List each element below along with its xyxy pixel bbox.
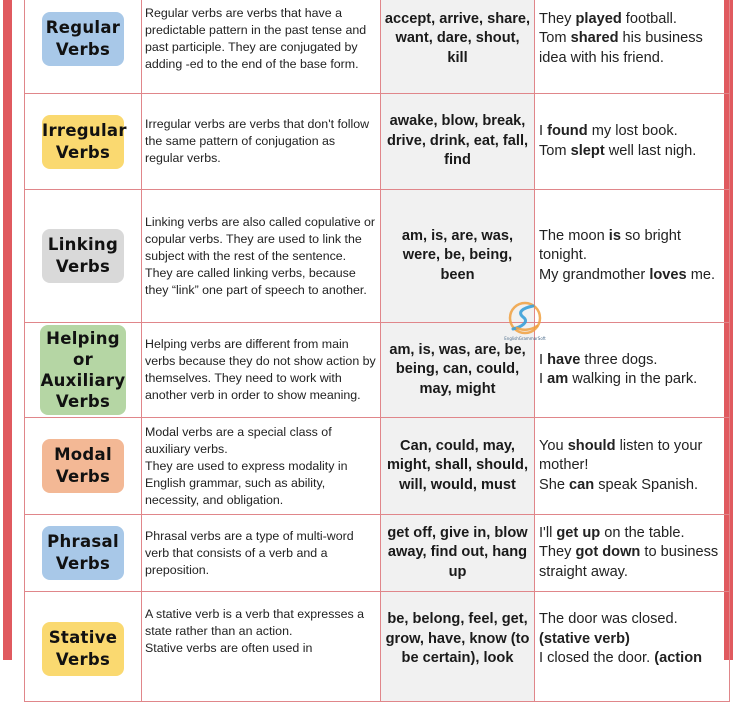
verb-types-table-wrapper [24,0,719,702]
verb-type-badge: Stative Verbs [42,622,124,676]
definition-cell: A stative verb is a verb that expresses a state rather than an action. Stative verbs are often used in [142,592,381,702]
definition-cell: Modal verbs are a special class of auxiliary verbs. They are used to express modality in English grammar, such as ability, necessity, and obligation. [142,418,381,515]
examples-cell: Can, could, may, might, shall, should, will, would, must [381,418,535,515]
verb-type-cell [25,592,142,702]
verb-type-badge: Regular Verbs [42,12,124,66]
verb-type-cell [25,515,142,592]
sentences-cell [535,515,730,592]
table-row-stative [25,592,730,702]
examples-cell: get off, give in, blow away, find out, hang up [381,515,535,592]
example-sentence: (stative verb) [539,630,630,647]
example-sentence: My grandmother loves me. [539,266,716,283]
verb-type-cell [25,94,142,190]
table-row-linking [25,190,730,323]
table-row-phrasal [25,515,730,592]
example-sentence: They got down to business straight away. [539,544,719,580]
example-sentence: You should listen to your mother! [539,437,703,474]
sentences-cell [535,323,730,418]
verb-type-cell [25,418,142,515]
example-sentence: The door was closed. [539,611,678,627]
sentences-cell [535,94,730,190]
definition-cell: Regular verbs are verbs that have a predictable pattern in the past tense and past participle. They are conjugated by adding -ed to the end of the base form. [142,0,381,94]
verb-type-cell [25,323,142,418]
verb-type-cell [25,190,142,323]
verb-type-badge: Helping or Auxiliary Verbs [40,325,126,415]
table-row-helping [25,323,730,418]
definition-cell: Linking verbs are also called copulative or copular verbs. They are used to link the subject with the rest of the sentence. They are called linking verbs, because they “link” one part of speech to another. [142,190,381,323]
left-frame-bar [3,0,12,660]
example-sentence: I am walking in the park. [539,371,698,387]
definition-cell: Phrasal verbs are a type of multi-word verb that consists of a verb and a preposition. [142,515,381,592]
watermark-label: EnglishGrammarSoft [504,336,546,341]
examples-cell: be, belong, feel, get, grow, have, know (to be certain), look [381,592,535,702]
sentences-cell [535,592,730,702]
examples-cell: accept, arrive, share, want, dare, shout, kill [381,0,535,94]
example-sentence: Tom slept well last nigh. [539,142,697,159]
verb-type-badge: Linking Verbs [42,229,124,283]
example-sentence: I'll get up on the table. [539,524,685,541]
sentences-cell [535,418,730,515]
verb-type-cell [25,0,142,94]
examples-cell: am, is, was, are, be, being, can, could, may, might [381,323,535,418]
definition-cell: Irregular verbs are verbs that don't follow the same pattern of conjugation as regular verbs. [142,94,381,190]
verb-type-badge: Modal Verbs [42,439,124,493]
example-sentence: They played football. [539,10,677,27]
table-row-regular [25,0,730,94]
example-sentence: I closed the door. (action [539,650,703,666]
example-sentence: The moon is so bright tonight. [539,227,681,264]
verb-type-badge: Phrasal Verbs [42,526,124,580]
table-row-modal [25,418,730,515]
example-sentence: Tom shared his business idea with his friend. [539,30,703,66]
sentences-cell [535,190,730,323]
examples-cell: am, is, are, was, were, be, being, been [381,190,535,323]
verb-type-badge: Irregular Verbs [42,115,124,169]
example-sentence: I have three dogs. [539,351,658,368]
sentences-cell [535,0,730,94]
example-sentence: I found my lost book. [539,123,678,139]
example-sentence: She can speak Spanish. [539,476,699,493]
verb-types-table [24,0,730,702]
examples-cell: awake, blow, break, drive, drink, eat, fall, find [381,94,535,190]
definition-cell: Helping verbs are different from main verbs because they do not show action by themselves. They need to work with another verb in order to show meaning. [142,323,381,418]
table-row-irregular [25,94,730,190]
